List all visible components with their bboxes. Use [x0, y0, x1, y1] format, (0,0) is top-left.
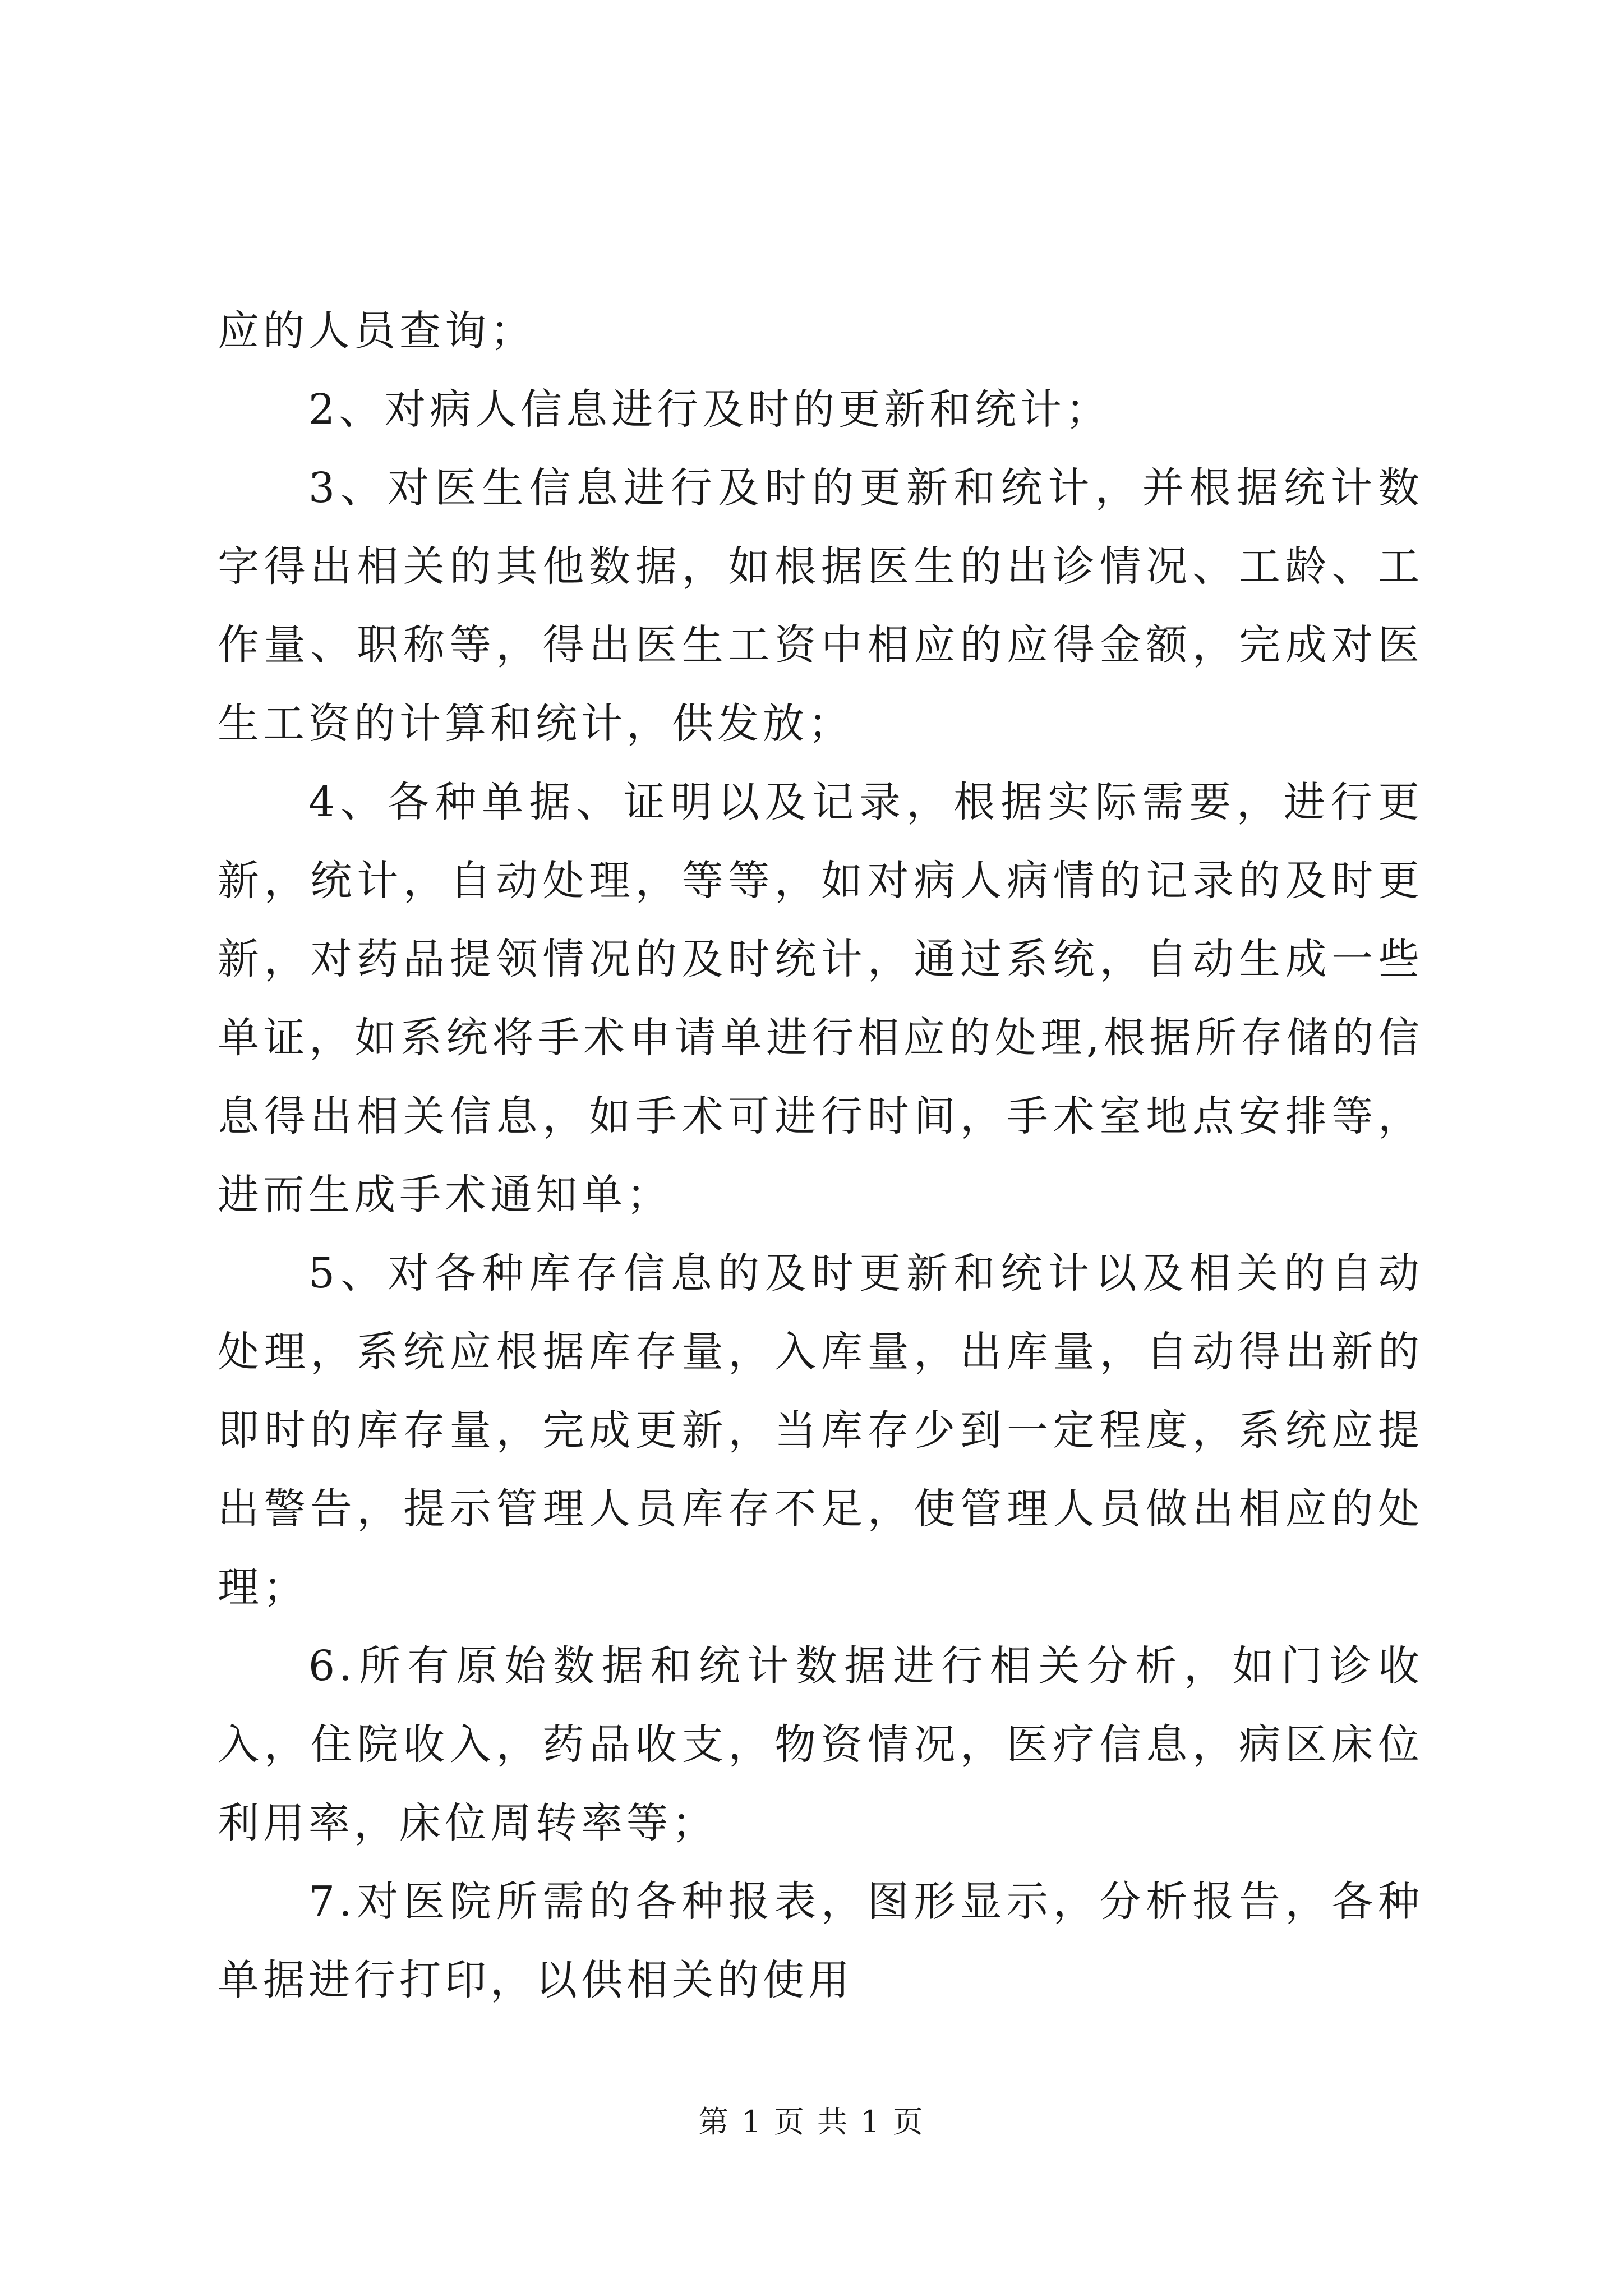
paragraph-continuation: 应的人员查询；	[218, 307, 536, 355]
page-footer: 第 1 页 共 1 页	[698, 2104, 925, 2139]
paragraph-item-3: 3、对医生信息进行及时的更新和统计，并根据统计数字得出相关的其他数据，如根据医生的出诊情况、工龄、工作量、职称等，得出医生工资中相应的应得金额，完成对医生工资的计算和统计，供发放；	[218, 464, 1423, 748]
document-body	[218, 292, 1423, 2019]
paragraph-item-2: 2、对病人信息进行及时的更新和统计；	[308, 385, 1112, 434]
paragraph-item-7: 7.对医院所需的各种报表，图形显示，分析报告，各种单据进行打印，以供相关的使用	[218, 1878, 1423, 2004]
paragraph-item-6: 6.所有原始数据和统计数据进行相关分析，如门诊收入，住院收入，药品收支，物资情况，医疗信息，病区床位利用率，床位周转率等；	[218, 1642, 1423, 1847]
paragraph-item-5: 5、对各种库存信息的及时更新和统计以及相关的自动处理，系统应根据库存量，入库量，出库量，自动得出新的即时的库存量，完成更新，当库存少到一定程度，系统应提出警告，提示管理人员库存不足，使管理人员做出相应的处理；	[218, 1249, 1423, 1612]
paragraph-item-4: 4、各种单据、证明以及记录，根据实际需要，进行更新，统计，自动处理，等等，如对病人病情的记录的及时更新，对药品提领情况的及时统计，通过系统，自动生成一些单证，如系统将手术申请单进行相应的处理,根据所存储的信息得出相关信息，如手术可进行时间，手术室地点安排等，进而生成手术通知单；	[218, 778, 1423, 1219]
